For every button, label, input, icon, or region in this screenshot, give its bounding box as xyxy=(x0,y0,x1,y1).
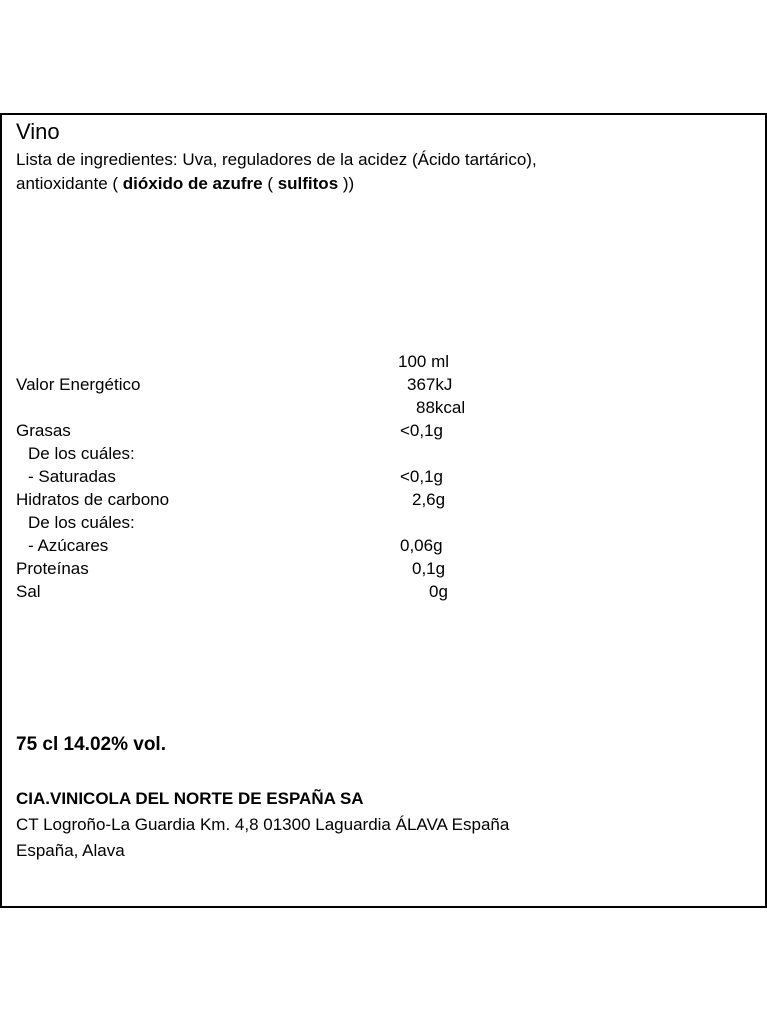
fat-label: Grasas xyxy=(16,421,71,440)
ingredients-text-post: )) xyxy=(338,174,355,193)
ingredients-text-pre: antioxidante ( xyxy=(16,174,123,193)
nutrition-header: 100 ml xyxy=(398,352,450,371)
volume-abv: 75 cl 14.02% vol. xyxy=(16,734,166,755)
energy-label: Valor Energético xyxy=(16,375,141,394)
company-name: CIA.VINICOLA DEL NORTE DE ESPAÑA SA xyxy=(16,789,364,808)
ingredients-text-mid: ( xyxy=(262,174,278,193)
of-which-label-1: De los cuáles: xyxy=(28,444,135,463)
of-which-label-2: De los cuáles: xyxy=(28,513,135,532)
saturated-label: - Saturadas xyxy=(28,467,116,486)
ingredient-allergen-2: sulfitos xyxy=(277,174,339,193)
ingredient-allergen-1: dióxido de azufre xyxy=(122,174,263,193)
sugars-label: - Azúcares xyxy=(28,536,109,555)
ingredients-line-2 xyxy=(16,175,354,192)
saturated-value: <0,1g xyxy=(400,467,444,486)
carbs-label: Hidratos de carbono xyxy=(16,490,170,509)
company-address: CT Logroño-La Guardia Km. 4,8 01300 Laguardia ÁLAVA España xyxy=(16,815,510,834)
product-name: Vino xyxy=(16,119,60,144)
energy-kcal-value: 88kcal xyxy=(416,398,466,417)
protein-value: 0,1g xyxy=(412,559,446,578)
energy-kj-value: 367kJ xyxy=(407,375,453,394)
fat-value: <0,1g xyxy=(400,421,444,440)
protein-label: Proteínas xyxy=(16,559,89,578)
company-region: España, Alava xyxy=(16,841,125,860)
salt-value: 0g xyxy=(429,582,448,601)
carbs-value: 2,6g xyxy=(412,490,446,509)
ingredients-line-1: Lista de ingredientes: Uva, reguladores de la acidez (Ácido tartárico), xyxy=(16,150,537,169)
sugars-value: 0,06g xyxy=(400,536,443,555)
salt-label: Sal xyxy=(16,582,41,601)
product-label xyxy=(0,113,767,908)
